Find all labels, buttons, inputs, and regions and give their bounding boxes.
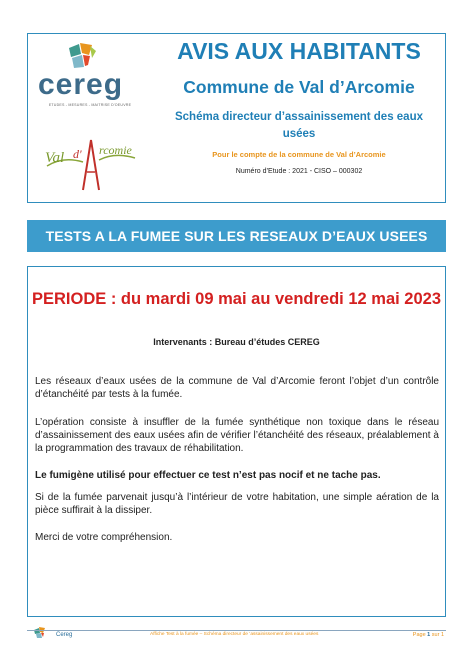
commune-title: Commune de Val d’Arcomie [183,77,415,97]
footer-page-word: Page [412,632,426,638]
footer-divider [27,630,446,631]
cereg-logo-mark-icon [65,42,97,70]
svg-text:Val: Val [45,150,65,166]
schema-title [153,109,445,143]
schema-line-1: Schéma directeur d’assainissement des eaux [174,111,423,123]
logo-area [28,34,153,202]
page-title: AVIS AUX HABITANTS [177,38,421,64]
notice-content-box [27,266,446,617]
footer-page-current: 1 [427,632,431,638]
paragraph-operation: L’opération consiste à insuffler de la fumée synthétique non toxique dans le réseau d’assainissement des eaux usées afin de vérifier l’étanchéité des réseaux, préalablement à la programmation des travaux de réhabilitation. [35,417,439,454]
compte-subtitle: Pour le compte de la commune de Val d’Arcomie [212,150,386,159]
title-area [153,34,445,175]
footer-company: Cereg [56,632,73,638]
cereg-tagline: ETUDES - MESURES - MAITRISE D'OEUVRE [48,103,132,107]
header-box [27,33,446,203]
svg-text:rcomie: rcomie [99,143,132,157]
svg-text:d': d' [73,147,82,161]
schema-line-2: usées [282,128,316,140]
period-heading: PERIODE : du mardi 09 mai au vendredi 12 mai 2023 [32,290,441,308]
paragraph-ventilation: Si de la fumée parvenait jusqu’à l’intérieur de votre habitation, une simple aération de la pièce suffirait à la dissiper. [35,492,439,516]
study-number: Numéro d’Etude : 2021 - CISO – 000302 [235,168,363,175]
footer-page-number [413,632,444,638]
cereg-logo-text: cereg [38,68,124,101]
footer-page-of: sur [431,632,440,638]
footer-document-title: Affiche Test à la fumée – Schéma directeur de ‘assainissement des eaux usées [150,632,319,637]
footer-page-total: 1 [440,632,444,638]
cereg-footer-logo-icon [33,627,47,639]
intervenants-line: Intervenants : Bureau d’études CEREG [153,337,320,347]
val-arcomie-logo-icon [43,132,138,192]
paragraph-intro: Les réseaux d’eaux usées de la commune de Val d’Arcomie feront l’objet d’un contrôle d’étanchéité par tests à la fumée. [35,376,439,400]
paragraph-thanks: Merci de votre compréhension. [35,532,173,543]
paragraph-smoke-safety: Le fumigène utilisé pour effectuer ce test n’est pas nocif et ne tache pas. [35,470,381,481]
test-banner: TESTS A LA FUMEE SUR LES RESEAUX D’EAUX USEES [27,220,446,252]
